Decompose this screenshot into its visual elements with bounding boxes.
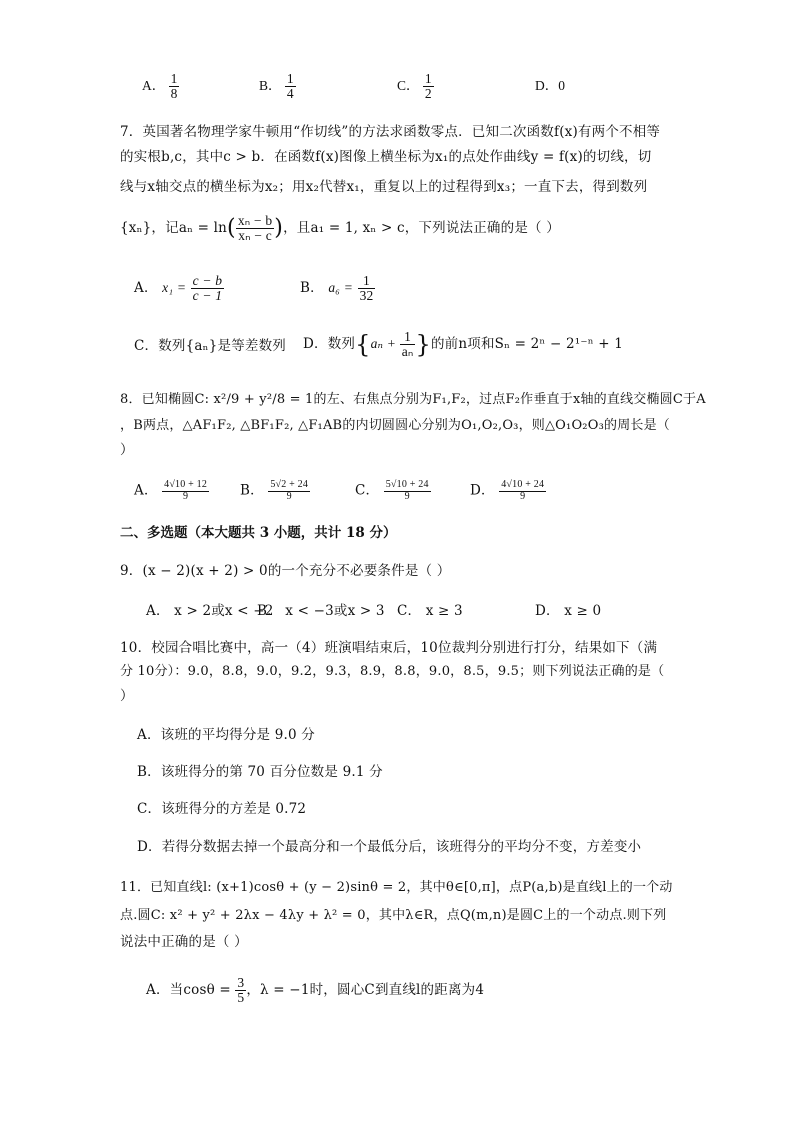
- numerator: 3: [237, 975, 245, 990]
- option-label: A．: [134, 280, 158, 297]
- denominator: 9: [286, 490, 292, 502]
- denominator: aₙ: [401, 344, 414, 360]
- denominator: 8: [170, 86, 178, 102]
- q9-option-a: A． x > 2或x < −2: [146, 603, 274, 619]
- q10-option-d: D．若得分数据去掉一个最高分和一个最低分后，该班得分的平均分不变，方差变小: [137, 839, 642, 855]
- denominator: 32: [359, 288, 374, 304]
- numerator: 4√10 + 12: [164, 479, 208, 490]
- option-label: C．: [397, 77, 420, 93]
- q6-option-b: [259, 72, 296, 101]
- q11-stem-line1: 11．已知直线l: (x+1)cosθ + (y − 2)sinθ = 2，其中θ∈[0,π]，点P(a,b)是直线l上的一个动: [120, 880, 673, 895]
- q10-option-c: C．该班得分的方差是 0.72: [137, 801, 307, 817]
- fraction: [268, 480, 310, 502]
- numerator: 4√10 + 24: [501, 479, 545, 490]
- left-brace: {: [355, 330, 371, 359]
- q7-option-b: [300, 274, 375, 303]
- q8-stem-line3: ）: [120, 442, 134, 458]
- numerator: c − b: [192, 273, 223, 288]
- denominator: 4: [286, 86, 294, 102]
- numerator: 1: [286, 71, 294, 86]
- q7-option-d: [303, 330, 623, 359]
- option-label: D．: [470, 482, 495, 499]
- option-label: D．: [535, 78, 559, 93]
- fraction: [169, 72, 180, 101]
- q9-option-b: B． x < −3或x > 3: [257, 603, 385, 619]
- q11-stem-line3: 说法中正确的是（ ）: [120, 934, 248, 950]
- q8-option-c: [355, 480, 431, 502]
- q10-option-b: B．该班得分的第 70 百分位数是 9.1 分: [137, 764, 383, 780]
- q9-option-d: D． x ≥ 0: [535, 603, 602, 619]
- text: A．当cosθ =: [146, 982, 231, 999]
- option-label: B．: [259, 77, 282, 93]
- numerator: 1: [424, 71, 432, 86]
- numerator: xₙ − b: [237, 213, 273, 228]
- fraction: [285, 72, 296, 101]
- option-value: 0: [558, 78, 565, 93]
- right-paren: ): [274, 215, 284, 241]
- text: D．数列: [303, 336, 356, 353]
- denominator: c − 1: [192, 288, 223, 304]
- denominator: 9: [183, 490, 189, 502]
- option-label: B．: [240, 482, 264, 499]
- q7-stem-line2: 的实根b,c，其中c > b．在函数f(x)图像上横坐标为x₁的点处作曲线y = f(x)的切线，切: [120, 149, 652, 165]
- fraction: [236, 214, 274, 243]
- q9-stem: 9．(x − 2)(x + 2) > 0的一个充分不必要条件是（ ）: [120, 563, 451, 579]
- numerator: 1: [170, 71, 178, 86]
- q10-stem-line3: ）: [120, 688, 134, 704]
- q7-option-c: C．数列{aₙ}是等差数列: [134, 338, 286, 354]
- q8-option-b: [240, 480, 310, 502]
- q6-option-a: [142, 72, 179, 101]
- q10-option-a: A．该班的平均得分是 9.0 分: [137, 727, 316, 743]
- formula: aₙ +: [370, 336, 400, 352]
- fraction: [191, 274, 225, 303]
- fraction: [400, 330, 416, 359]
- q7-option-a: [134, 274, 224, 303]
- option-label: A．: [142, 77, 166, 93]
- numerator: 5√10 + 24: [385, 479, 429, 490]
- right-brace: }: [415, 330, 431, 359]
- option-label: A．: [134, 482, 158, 499]
- text: 的前n项和Sₙ = 2ⁿ − 2¹⁻ⁿ + 1: [430, 336, 624, 353]
- fraction: [358, 274, 376, 303]
- q7-stem-line1: 7．英国著名物理学家牛顿用“作切线”的方法求函数零点．已知二次函数f(x)有两个不相等: [120, 124, 661, 140]
- q8-stem-line2: ，B两点，△AF₁F₂, △BF₁F₂, △F₁AB的内切圆圆心分别为O₁,O₂,O₃，则△O₁O₂O₃的周长是（: [120, 418, 670, 433]
- option-label: B．: [300, 280, 324, 297]
- denominator: 5: [237, 990, 245, 1006]
- text: {xₙ}，记aₙ = ln: [120, 220, 228, 237]
- q8-option-d: [470, 480, 546, 502]
- text: ，λ = −1时，圆心C到直线l的距离为4: [246, 982, 485, 999]
- fraction: [499, 480, 546, 502]
- fraction: [384, 480, 431, 502]
- denominator: xₙ − c: [238, 228, 272, 244]
- q11-stem-line2: 点.圆C: x² + y² + 2λx − 4λy + λ² = 0，其中λ∈R，点Q(m,n)是圆C上的一个动点.则下列: [120, 908, 667, 923]
- numerator: 5√2 + 24: [270, 479, 309, 490]
- left-paren: (: [227, 215, 236, 241]
- denominator: 2: [424, 86, 432, 102]
- formula: a₆ =: [328, 280, 354, 296]
- q11-option-a: [146, 976, 484, 1005]
- numerator: 1: [358, 274, 376, 289]
- formula: x₁ =: [162, 280, 187, 296]
- section-heading: 二、多选题（本大题共 3 小题，共计 18 分）: [120, 525, 397, 541]
- q8-stem-line1: 8．已知椭圆C: x²/9 + y²/8 = 1的左、右焦点分别为F₁,F₂，过点F₂作垂直于x轴的直线交椭圆C于A: [120, 392, 706, 407]
- fraction: [162, 480, 209, 502]
- fraction: [423, 72, 434, 101]
- q9-option-c: C． x ≥ 3: [397, 603, 463, 619]
- q6-option-c: [397, 72, 434, 101]
- text: ，且a₁ = 1, xₙ > c，下列说法正确的是（ ）: [283, 220, 560, 237]
- numerator: 1: [400, 330, 416, 345]
- denominator: 9: [404, 490, 410, 502]
- fraction: [235, 976, 246, 1005]
- q7-stem-line3: 线与x轴交点的横坐标为x₂；用x₂代替x₁，重复以上的过程得到x₃；一直下去，得到数列: [120, 179, 648, 195]
- q10-stem-line2: 分 10分）：9.0，8.8，9.0，9.2，9.3，8.9，8.8，9.0，8.5，9.5；则下列说法正确的是（: [120, 664, 665, 679]
- q6-option-d: [535, 76, 565, 96]
- option-label: C．: [355, 482, 380, 499]
- denominator: 9: [520, 490, 526, 502]
- q8-option-a: [134, 480, 209, 502]
- q7-stem-line4: [120, 214, 560, 243]
- q10-stem-line1: 10．校园合唱比赛中，高一（4）班演唱结束后，10位裁判分别进行打分，结果如下（满: [120, 640, 658, 656]
